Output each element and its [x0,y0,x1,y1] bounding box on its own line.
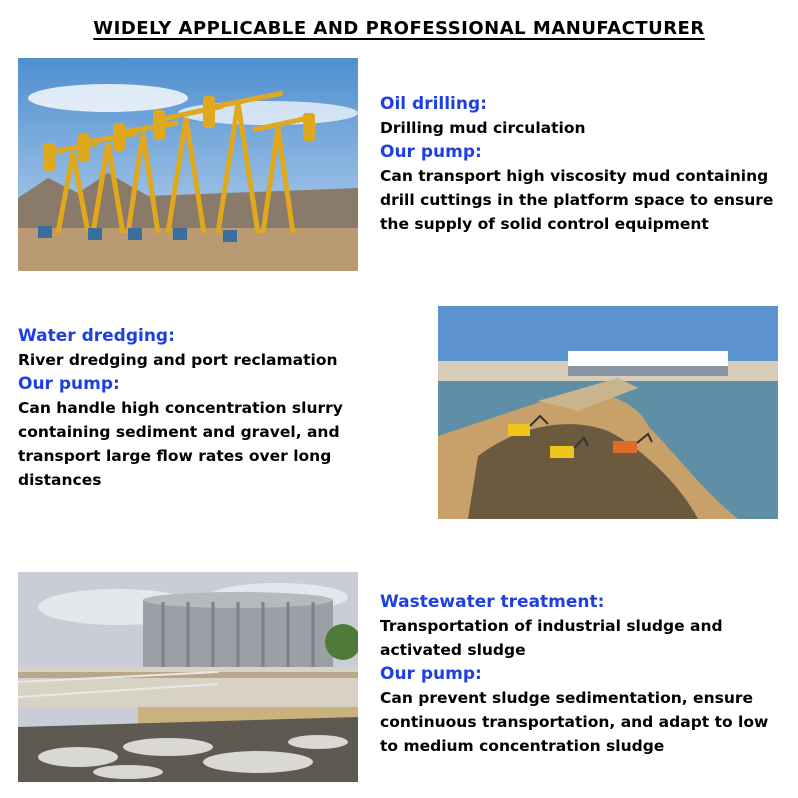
wastewater-treatment-application: Transportation of industrial sludge and activated sludge [380,617,723,659]
oil-drilling-pump-heading: Our pump: [380,142,482,162]
oil-drilling-text [380,92,780,236]
oil-drilling-heading: Oil drilling: [380,94,487,114]
oil-pumpjacks-photo [18,58,358,271]
wastewater-treatment-pump-text: Can prevent sludge sedimentation, ensure continuous transportation, and adapt to low to medium concentration sludge [380,689,769,755]
wastewater-treatment-pump-heading: Our pump: [380,664,482,684]
water-dredging-heading: Water dredging: [18,326,175,346]
water-dredging-application: River dredging and port reclamation [18,351,338,369]
water-dredging-text [18,324,363,492]
oil-drilling-pump-text: Can transport high viscosity mud containing drill cuttings in the platform space to ensure the supply of solid control equipment [380,167,774,233]
water-dredging-pump-heading: Our pump: [18,374,120,394]
page-title: WIDELY APPLICABLE AND PROFESSIONAL MANUFACTURER [93,18,705,39]
river-dredging-excavators-photo [438,306,778,519]
oil-drilling-application: Drilling mud circulation [380,119,586,137]
wastewater-treatment-text [380,590,780,758]
wastewater-treatment-tank-photo [18,572,358,782]
water-dredging-pump-text: Can handle high concentration slurry containing sediment and gravel, and transport large flow rates over long distances [18,399,343,489]
wastewater-treatment-heading: Wastewater treatment: [380,592,605,612]
